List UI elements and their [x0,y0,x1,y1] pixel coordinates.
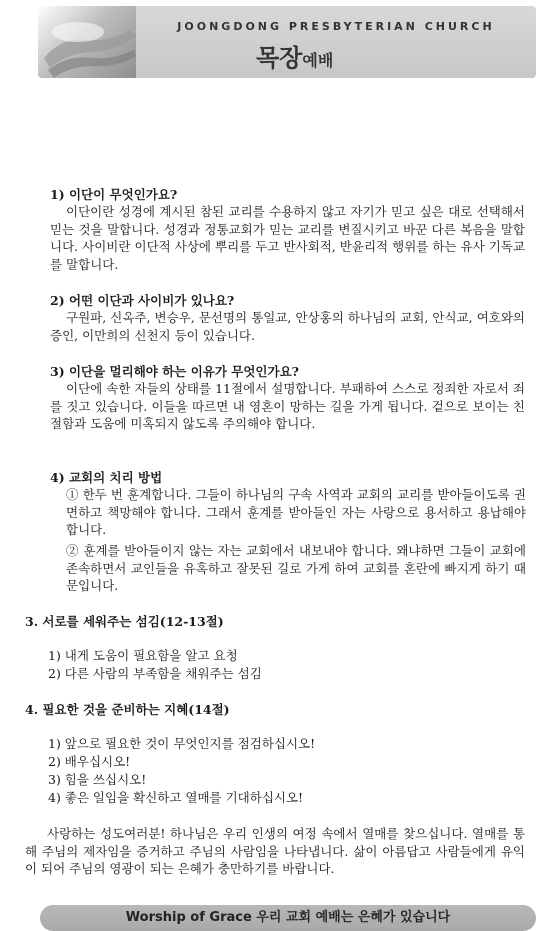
list-item: 2) 배우십시오! [48,754,131,769]
closing-paragraph: 사랑하는 성도여러분! 하나님은 우리 인생의 여정 속에서 열매를 찾으십니다. 열매를 통해 주님의 제자임을 증거하고 주님의 사람임을 나타냅니다. 삶이 아름답고 사람들에게 유익이 되어 주님의 영광이 되는 은혜가 충만하기를 바랍니다. [25,826,525,876]
section-heading: 4. 필요한 것을 준비하는 지혜(14절) [25,702,230,717]
section-heading: 1) 이단이 무엇인가요? [50,187,178,202]
list-item: ② 훈계를 받아들이지 않는 자는 교회에서 내보내야 합니다. 왜냐하면 그들이 교회에 존속하면서 교인들을 유혹하고 잘못된 길로 가게 하여 교회를 혼란에 빠지게 하기 때문입니다. [66,543,526,593]
list-item: ① 한두 번 훈계합니다. 그들이 하나님의 구속 사역과 교회의 교리를 받아들이도록 권면하고 책망해야 합니다. 그래서 훈계를 받아들인 자는 사랑으로 용서하고 용납해야 합니다. [66,487,526,537]
service-title [256,38,333,73]
section-paragraph: 이단이란 성경에 계시된 참된 교리를 수용하지 않고 자기가 믿고 싶은 대로 선택해서 믿는 것을 말합니다. 성경과 정통교회가 믿는 교리를 변질시키고 바꾼 다른 복음을 말합니다. 사이비란 이단적 사상에 뿌리를 두고 반사회적, 반윤리적 행위를 하는 유사 기독교를 말합니다. [50,204,525,272]
section-heading: 2) 어떤 이단과 사이비가 있나요? [50,293,235,308]
list-item: 2) 다른 사람의 부족함을 채워주는 섬김 [48,666,262,681]
section-heading: 3. 서로를 세워주는 섬김(12-13절) [25,614,224,629]
section-heading: 4) 교회의 치리 방법 [50,470,163,485]
section-heading: 3) 이단을 멀리해야 하는 이유가 무엇인가요? [50,364,299,379]
list-item: 4) 좋은 일임을 확신하고 열매를 기대하십시오! [48,790,304,805]
service-title-main: 목장 [256,44,303,72]
list-item: 1) 내게 도움이 필요함을 알고 요청 [48,648,238,663]
list-item: 3) 힘을 쓰십시오! [48,772,147,787]
hands-photo-image [38,6,136,78]
section-paragraph: 이단에 속한 자들의 상태를 11절에서 설명합니다. 부패하여 스스로 정죄한 자로서 죄를 짓고 있습니다. 이들을 따르면 내 영혼이 망하는 길을 가게 됩니다. 겉으로 보이는 친절함과 도움에 미혹되지 않도록 주의해야 합니다. [50,381,525,431]
header-banner [38,6,536,78]
service-title-sub: 예배 [302,51,334,70]
list-item: 1) 앞으로 필요한 것이 무엇인지를 점검하십시오! [48,736,316,751]
footer-banner: Worship of Grace 우리 교회 예배는 은혜가 있습니다 [40,905,536,931]
church-name: JOONGDONG PRESBYTERIAN CHURCH [177,20,495,33]
section-paragraph: 구원파, 신옥주, 변승우, 문선명의 통일교, 안상홍의 하나님의 교회, 안식교, 여호와의 증인, 이만희의 신천지 등이 있습니다. [50,310,525,343]
